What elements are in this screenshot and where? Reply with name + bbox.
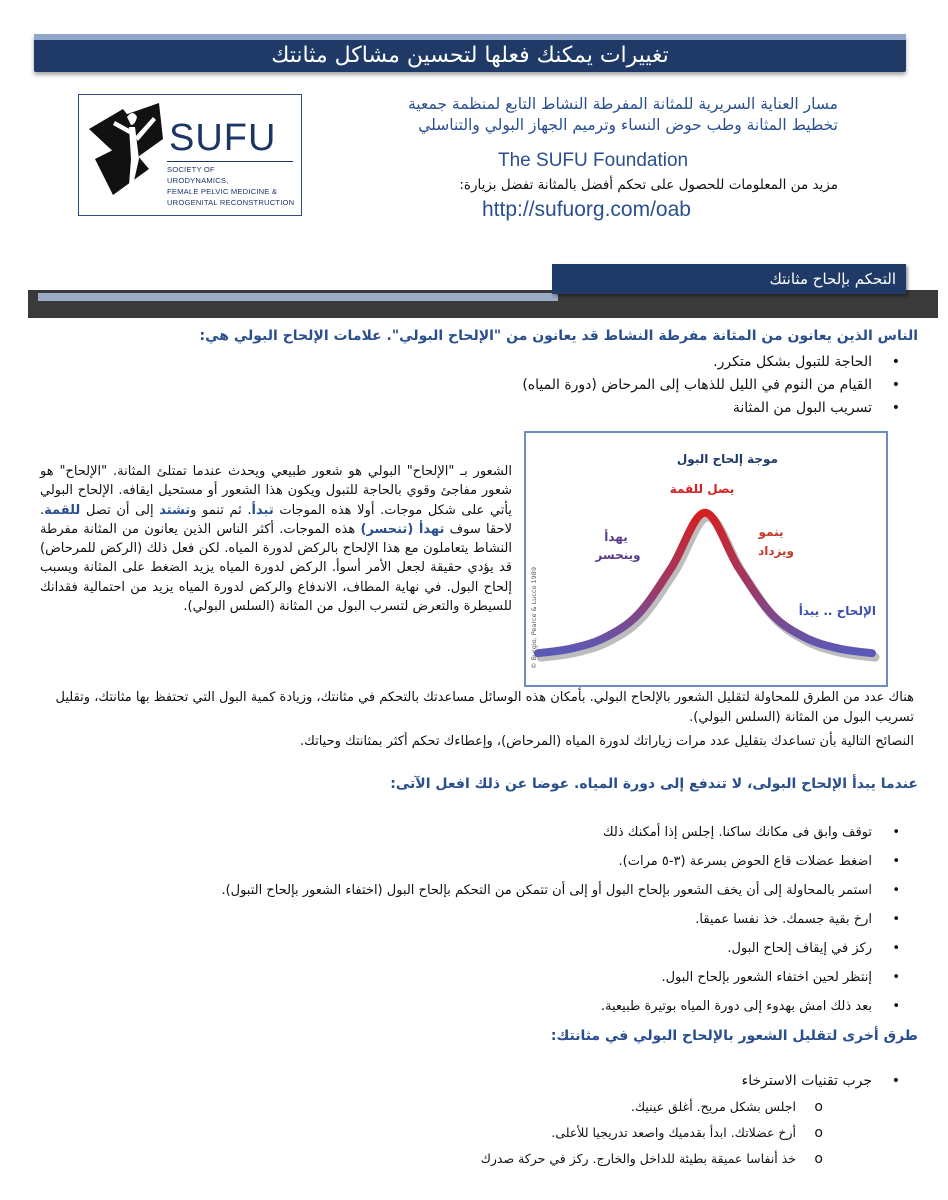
foundation-name: The SUFU Foundation [498,150,689,171]
list-item: • تسريب البول من المثانة [218,397,918,420]
para-text: إلى أن تصل [80,502,160,518]
falling-label-1: يهدأ [604,530,628,544]
sufu-figure-icon [83,99,165,211]
chart-title: موجة إلحاح البول [676,452,778,466]
falling-label-2: وينحسر [595,548,641,562]
para-highlight-peak: للقمة [44,502,81,518]
urge-response-heading: عندما يبدأ الإلحاح البولى، لا تندفع إلى دورة المياه. عوضا عن ذلك افعل الآتى: [390,776,918,792]
page-title: تغييرات يمكنك فعلها لتحسين مشاكل مثانتك [271,43,669,68]
list-item: • بعد ذلك امش بهدوء إلى دورة المياه بوتيرة طبيعية. [38,992,918,1021]
other-ways-list [38,1068,918,1094]
wave-shadow [541,517,875,657]
section-divider-line [38,293,558,301]
peak-label: يصل للقمة [669,482,735,496]
logo-divider [167,161,293,162]
section-tab [552,264,906,294]
section-divider-bar [28,290,938,318]
list-item: • إنتظر لحين اختفاء الشعور بإلحاح البول. [38,963,918,992]
urge-steps-list [38,818,918,1021]
organization-description [318,94,838,136]
more-info-text: مزيد من المعلومات للحصول على تحكم أفضل بالمثانة تفضل بزيارة: [459,177,838,193]
rising-label-1: ينمو [758,525,784,539]
para-highlight-starts: تبدأ [251,502,274,518]
para-text: الشعور بـ "الإلحاح" البولي هو شعور طبيعي ويحدث عندما تمتلئ المثانة. "الإلحاح" هو شعور مفاجئ وقوي بالحاجة للتبول ويكون هذا الشعور أو مستحيل ايقافه. الإلحاح البولي يأتي على شكل موجات. أولا هذه الموجات [40,464,512,518]
logo-subtitle-1: SOCIETY OF [167,165,215,174]
para-highlight-intensifies: تشتد [159,502,191,518]
sub-list-item: o خذ أنفاسا عميقة بطيئة للداخل والخارج. ركز في حركة صدرك [38,1146,918,1172]
list-item: • الحاجة للتبول بشكل متكرر. [218,351,918,374]
org-line-1: مسار العناية السريرية للمثانة المفرطة النشاط التابع لمنظمة جمعية [408,95,838,113]
foundation-url[interactable]: http://sufuorg.com/oab [482,198,691,221]
relaxation-sublist [38,1094,918,1172]
list-item: • جرب تقنيات الاسترخاء [38,1068,918,1094]
sub-list-item: o أرخ عضلاتك. ابدأ بقدميك واصعد تدريجيا للأعلى. [38,1120,918,1146]
org-line-2: تخطيط المثانة وطب حوض النساء وترميم الجهاز البولي والتناسلي [418,116,838,134]
para-text: . لاحقا سوف [40,502,512,537]
sub-list-item: o اجلس بشكل مريح. أغلق عينيك. [38,1094,918,1120]
methods-paragraph: هناك عدد من الطرق للمحاولة لتقليل الشعور بالإلحاح البولي. بأمكان هذه الوسائل مساعدتك بالتحكم في مثانتك، وزيادة كمية البول التي تحتفظ بها مثانتك، وتقليل تسريب البول من المثانة (السلس البولي). [55,690,914,725]
logo-subtitle-2: URODYNAMICS, [167,176,229,185]
para-text: . ثم تنمو و [190,502,252,518]
symptoms-list [218,351,918,420]
start-label: الإلحاح .. يبدأ [798,604,876,618]
urge-wave-svg [526,433,886,685]
list-item: • ركز في إيقاف إلحاح البول. [38,934,918,963]
urgency-signs-heading: الناس الذين يعانون من المثانة مفرطة النشاط قد يعانون من "الإلحاح البولي". علامات الإلحاح البولي هي: [199,328,918,344]
chart-credit: © Burgio, Pearce & Lucco 1989 [530,566,538,669]
list-item: • توقف وابق فى مكانك ساكنا. إجلس إذا أمكنك ذلك [38,818,918,847]
list-item: • ارخ بقية جسمك. خذ نفسا عميقا. [38,905,918,934]
urge-explanation-paragraph [40,462,512,616]
list-item: • القيام من النوم في الليل للذهاب إلى المرحاض (دورة المياه) [218,374,918,397]
tips-paragraph: النصائح التالية بأن تساعدك بتقليل عدد مرات زياراتك لدورة المياه (المرحاض)، وإعطاءك تحكم أكثر بمثانتك وحياتك. [299,734,914,749]
other-ways-heading: طرق أخرى لتقليل الشعور بالإلحاح البولي في مثانتك: [550,1028,918,1044]
para-text: هذه الموجات. أكثر الناس الذين يعانون من المثانة مفرطة النشاط يتعاملون مع هذا الإلحاح بالركض لدورة المياه. لكن فعل ذلك (الركض للمرحاض) قد يؤدي حقيقة لجعل الأمر أسوأ. الركض لدورة المياه يزيد الضغط على المثانة ويسبب إلحاح البول. في نهاية المطاف، الاندفاع والركض لدورة المياه يزيد من احتمالية فقدانك للسيطرة والتعرض لتسرب البول من المثانة (السلس البولي). [40,521,512,615]
logo-wordmark: SUFU [169,117,277,159]
section-title: التحكم بإلحاح مثانتك [769,270,896,288]
list-item: • استمر بالمحاولة إلى أن يخف الشعور بإلحاح البول أو إلى أن تتمكن من التحكم بإلحاح البول (اختفاء الشعور بإلحاح التبول). [38,876,918,905]
para-highlight-subsides: تهدأ (تنحسر) [360,521,445,537]
logo-subtitle-4: UROGENITAL RECONSTRUCTION [167,198,295,207]
logo-subtitle-3: FEMALE PELVIC MEDICINE & [167,187,278,196]
sufu-logo [78,94,302,216]
title-banner [34,34,906,72]
urge-wave-chart [524,431,888,687]
wave-curve [538,513,872,653]
rising-label-2: ويزداد [758,544,794,558]
list-item: • اضغط عضلات قاع الحوض بسرعة (٣-٥ مرات). [38,847,918,876]
